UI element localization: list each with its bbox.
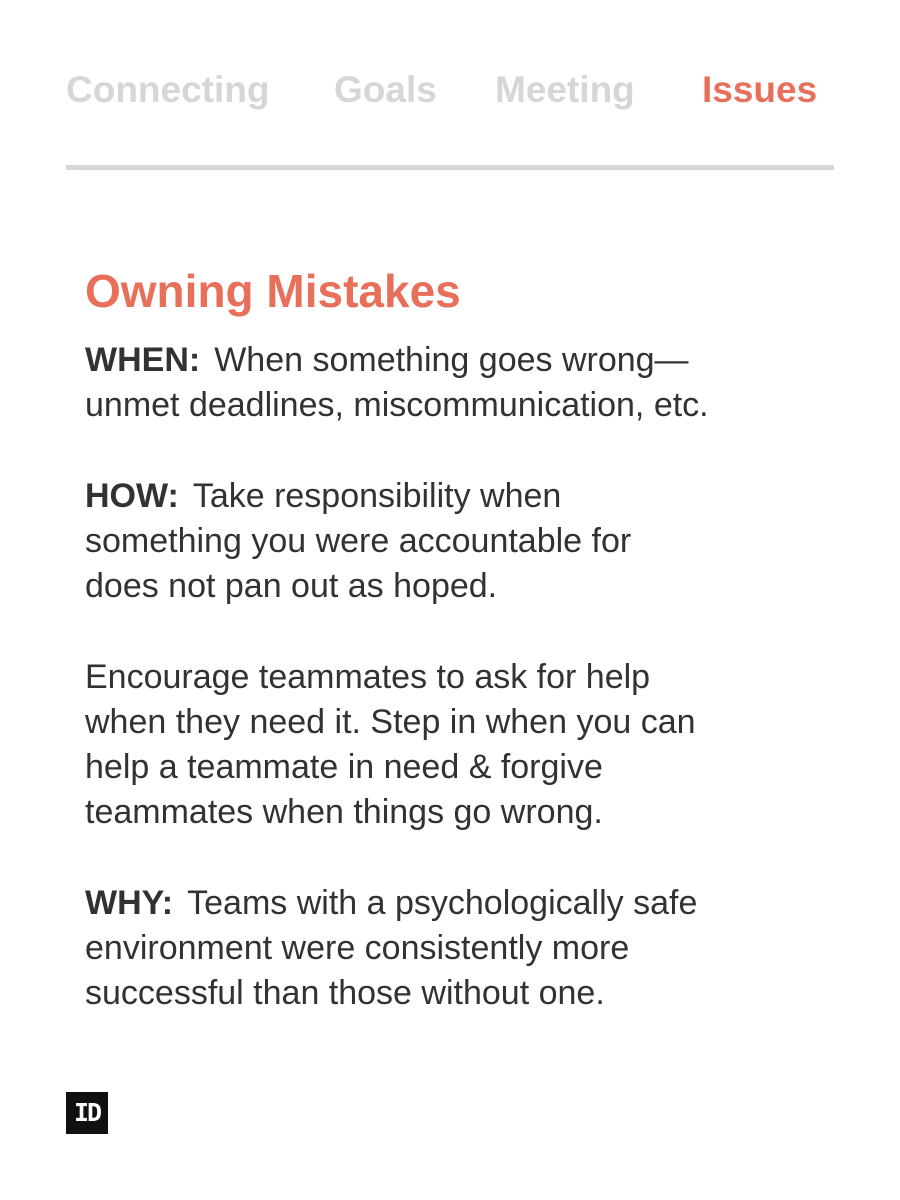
encourage-text: Encourage teammates to ask for help when they need it. Step in when you can help a teammate in need & forgive teammates when things go wrong.	[85, 658, 696, 831]
content-body	[85, 338, 825, 1016]
when-paragraph	[85, 338, 825, 428]
encourage-paragraph	[85, 655, 825, 835]
why-label: WHY:	[85, 884, 174, 922]
how-paragraph	[85, 474, 825, 609]
how-text: Take responsibility when something you were accountable for does not pan out as hoped.	[85, 477, 632, 605]
how-label: HOW:	[85, 477, 179, 515]
brand-logo: ID	[66, 1092, 108, 1134]
why-paragraph	[85, 881, 825, 1016]
why-text: Teams with a psychologically safe environment were consistently more successful than those without one.	[85, 884, 698, 1012]
tab-bar	[66, 62, 834, 122]
when-label: WHEN:	[85, 341, 201, 379]
when-text: When something goes wrong— unmet deadlines, miscommunication, etc.	[85, 341, 709, 424]
tab-issues[interactable]: Issues	[702, 69, 818, 110]
tab-goals[interactable]: Goals	[334, 69, 437, 110]
tab-meeting[interactable]: Meeting	[495, 69, 635, 110]
tab-divider	[66, 165, 834, 170]
tab-connecting[interactable]: Connecting	[66, 69, 270, 110]
page-title: Owning Mistakes	[85, 264, 461, 317]
